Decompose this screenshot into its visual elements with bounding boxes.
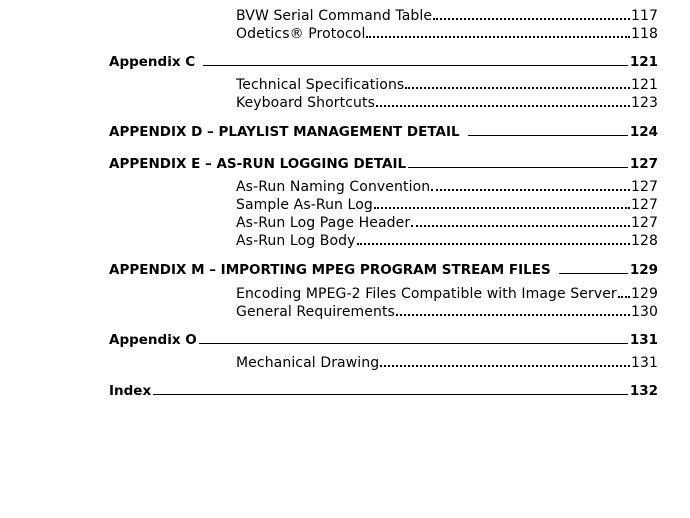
toc-heading-appendix-e[interactable] <box>109 154 658 172</box>
leader-rule <box>203 65 628 66</box>
toc-entry-label: Sample As-Run Log <box>236 197 373 213</box>
toc-entry-technical-specifications[interactable] <box>236 75 658 93</box>
toc-entry-mechanical-drawing[interactable] <box>236 353 658 371</box>
dot-leader <box>376 105 630 107</box>
dot-leader <box>357 243 630 245</box>
toc-entry-as-run-log-page-header[interactable] <box>236 213 658 231</box>
dot-leader <box>433 18 630 20</box>
toc-heading-label: APPENDIX D – PLAYLIST MANAGEMENT DETAIL <box>109 124 460 140</box>
toc-heading-label: Appendix O <box>109 332 197 348</box>
toc-entry-encoding-mpeg2-files[interactable] <box>236 284 658 302</box>
toc-heading-label: APPENDIX E – AS-RUN LOGGING DETAIL <box>109 156 407 172</box>
toc-entry-label: Mechanical Drawing <box>236 355 380 371</box>
toc-entry-label: Encoding MPEG-2 Files Compatible with Image Server <box>236 286 617 302</box>
toc-heading-page: 124 <box>629 124 658 140</box>
dot-leader <box>431 189 630 191</box>
leader-rule <box>153 394 628 395</box>
toc-entry-odetics-protocol[interactable] <box>236 24 658 42</box>
toc-heading-label: Appendix C <box>109 54 196 70</box>
dot-leader <box>411 225 630 227</box>
dot-leader <box>380 365 630 367</box>
toc-entry-page: 127 <box>630 179 658 195</box>
toc-heading-page: 121 <box>629 54 658 70</box>
toc-entry-label: Odetics® Protocol <box>236 26 366 42</box>
toc-entry-page: 127 <box>630 215 658 231</box>
toc-entry-label: As-Run Log Page Header <box>236 215 411 231</box>
toc-entry-page: 131 <box>630 355 658 371</box>
toc-entry-keyboard-shortcuts[interactable] <box>236 93 658 111</box>
toc-heading-page: 127 <box>629 156 658 172</box>
dot-leader <box>374 207 630 209</box>
toc-entry-as-run-log-body[interactable] <box>236 231 658 249</box>
toc-entry-label: As-Run Log Body <box>236 233 356 249</box>
dot-leader <box>366 36 630 38</box>
dot-leader <box>396 314 630 316</box>
dot-leader <box>405 87 630 89</box>
toc-entry-label: General Requirements <box>236 304 395 320</box>
toc-entry-label: Technical Specifications <box>236 77 405 93</box>
toc-heading-page: 132 <box>629 383 658 399</box>
dot-leader <box>618 296 630 298</box>
toc-heading-appendix-o[interactable] <box>109 330 658 348</box>
toc-entry-label: Keyboard Shortcuts <box>236 95 375 111</box>
leader-rule <box>468 135 628 136</box>
toc-entry-as-run-naming-convention[interactable] <box>236 177 658 195</box>
toc-entry-page: 118 <box>630 26 658 42</box>
toc-entry-page: 128 <box>630 233 658 249</box>
toc-entry-sample-as-run-log[interactable] <box>236 195 658 213</box>
toc-heading-page: 129 <box>629 262 658 278</box>
toc-entry-page: 117 <box>630 8 658 24</box>
toc-entry-label: BVW Serial Command Table <box>236 8 433 24</box>
leader-rule <box>559 273 628 274</box>
toc-heading-label: APPENDIX M – IMPORTING MPEG PROGRAM STREAM FILES <box>109 262 551 278</box>
leader-rule <box>199 343 628 344</box>
toc-heading-index[interactable] <box>109 381 658 399</box>
toc-heading-appendix-d[interactable] <box>109 122 658 140</box>
toc-entry-page: 127 <box>630 197 658 213</box>
leader-rule <box>408 167 628 168</box>
toc-entry-page: 130 <box>630 304 658 320</box>
toc-heading-label: Index <box>109 383 152 399</box>
toc-entry-page: 123 <box>630 95 658 111</box>
toc-entry-bvw-serial-command-table[interactable] <box>236 6 658 24</box>
toc-heading-appendix-c[interactable] <box>109 52 658 70</box>
truncated-previous-entry <box>230 0 690 2</box>
toc-heading-appendix-m[interactable] <box>109 260 658 278</box>
toc-entry-page: 129 <box>630 286 658 302</box>
toc-entry-label: As-Run Naming Convention <box>236 179 431 195</box>
toc-entry-page: 121 <box>630 77 658 93</box>
toc-entry-general-requirements[interactable] <box>236 302 658 320</box>
toc-heading-page: 131 <box>629 332 658 348</box>
